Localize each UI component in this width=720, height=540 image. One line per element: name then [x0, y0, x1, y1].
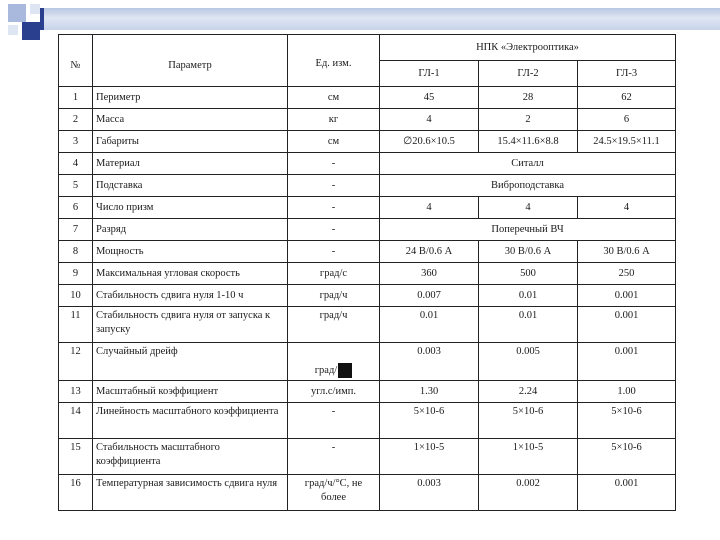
row-parameter: Стабильность сдвига нуля от запуска к запуску: [93, 307, 288, 343]
row-value-merged: Поперечный ВЧ: [380, 219, 676, 241]
row-unit: -: [288, 153, 380, 175]
row-number: 6: [59, 197, 93, 219]
table-row: [59, 381, 676, 403]
row-value-gl3: 0.001: [578, 307, 676, 343]
row-parameter: Случайный дрейф: [93, 343, 288, 381]
header-parameter: Параметр: [93, 35, 288, 87]
row-value-gl1: 5×10-6: [380, 403, 479, 439]
row-value-gl1: ∅20.6×10.5: [380, 131, 479, 153]
row-value-gl3: 0.001: [578, 475, 676, 511]
row-parameter: Стабильность сдвига нуля 1-10 ч: [93, 285, 288, 307]
row-unit: -: [288, 197, 380, 219]
row-value-merged: Виброподставка: [380, 175, 676, 197]
row-value-gl3: 6: [578, 109, 676, 131]
decor-square-3: [8, 25, 18, 35]
row-unit: -: [288, 241, 380, 263]
row-value-gl1: 24 В/0.6 А: [380, 241, 479, 263]
table-row: [59, 87, 676, 109]
row-parameter: Разряд: [93, 219, 288, 241]
row-unit: град/с: [288, 263, 380, 285]
row-value-gl2: 0.01: [479, 307, 578, 343]
row-number: 16: [59, 475, 93, 511]
row-value-gl2: 30 В/0.6 А: [479, 241, 578, 263]
row-unit: град/ч: [288, 307, 380, 343]
row-value-gl1: 0.003: [380, 343, 479, 381]
row-unit: кг: [288, 109, 380, 131]
row-unit-cell: [288, 343, 380, 381]
row-parameter: Масштабный коэффициент: [93, 381, 288, 403]
row-parameter: Линейность масштабного коэффициента: [93, 403, 288, 439]
header-model-1: ГЛ-1: [380, 61, 479, 87]
row-value-gl1: 4: [380, 109, 479, 131]
decor-square-5: [40, 8, 44, 30]
row-number: 14: [59, 403, 93, 439]
header-group: НПК «Электрооптика»: [380, 35, 676, 61]
header-model-3: ГЛ-3: [578, 61, 676, 87]
row-value-gl2: 2: [479, 109, 578, 131]
table-row: [59, 109, 676, 131]
row-value-gl3: 4: [578, 197, 676, 219]
table-row: [59, 439, 676, 475]
row-parameter: Стабильность масштабного коэффициента: [93, 439, 288, 475]
table-row: [59, 403, 676, 439]
row-unit: см: [288, 87, 380, 109]
row-parameter: Габариты: [93, 131, 288, 153]
table-row: [59, 263, 676, 285]
row-value-gl3: 0.001: [578, 343, 676, 381]
header-unit: Ед. изм.: [288, 35, 380, 87]
table-row: [59, 175, 676, 197]
row-number: 7: [59, 219, 93, 241]
row-value-gl3: 5×10-6: [578, 403, 676, 439]
row-number: 13: [59, 381, 93, 403]
header-bar: [44, 8, 720, 30]
row-value-gl3: 5×10-6: [578, 439, 676, 475]
row-value-gl2: 0.01: [479, 285, 578, 307]
row-number: 9: [59, 263, 93, 285]
row-number: 10: [59, 285, 93, 307]
row-unit: -: [288, 219, 380, 241]
row-number: 4: [59, 153, 93, 175]
row-value-gl1: 0.003: [380, 475, 479, 511]
row-unit: град/ч: [288, 285, 380, 307]
row-unit: град/: [314, 364, 338, 376]
row-parameter: Температурная зависимость сдвига нуля: [93, 475, 288, 511]
decor-square-2: [30, 4, 40, 14]
row-unit: -: [288, 403, 380, 439]
row-number: 11: [59, 307, 93, 343]
row-value-gl2: 28: [479, 87, 578, 109]
table-row: [59, 153, 676, 175]
row-value-gl3: 0.001: [578, 285, 676, 307]
table-row: [59, 343, 676, 381]
row-value-gl3: 250: [578, 263, 676, 285]
row-value-gl3: 30 В/0.6 А: [578, 241, 676, 263]
table-row: [59, 197, 676, 219]
table-row: [59, 475, 676, 511]
table-row: [59, 285, 676, 307]
row-value-gl2: 0.005: [479, 343, 578, 381]
row-value-gl3: 24.5×19.5×11.1: [578, 131, 676, 153]
row-parameter: Периметр: [93, 87, 288, 109]
header-row-1: [59, 35, 676, 61]
row-value-gl2: 0.002: [479, 475, 578, 511]
row-number: 15: [59, 439, 93, 475]
row-parameter: Масса: [93, 109, 288, 131]
row-parameter: Подставка: [93, 175, 288, 197]
row-value-gl2: 2.24: [479, 381, 578, 403]
row-value-gl2: 4: [479, 197, 578, 219]
row-unit: см: [288, 131, 380, 153]
row-value-gl2: 1×10-5: [479, 439, 578, 475]
row-value-gl1: 0.007: [380, 285, 479, 307]
row-unit: угл.с/имп.: [288, 381, 380, 403]
row-number: 1: [59, 87, 93, 109]
row-parameter: Мощность: [93, 241, 288, 263]
row-value-merged: Ситалл: [380, 153, 676, 175]
row-unit: -: [288, 439, 380, 475]
row-number: 8: [59, 241, 93, 263]
row-unit: град/ч/°С, не более: [288, 475, 380, 511]
header-model-2: ГЛ-2: [479, 61, 578, 87]
row-value-gl2: 5×10-6: [479, 403, 578, 439]
table-row: [59, 307, 676, 343]
table-row: [59, 131, 676, 153]
table-row: [59, 241, 676, 263]
decor-square-4: [22, 22, 40, 40]
specs-table: [58, 34, 676, 511]
row-value-gl1: 45: [380, 87, 479, 109]
row-parameter: Максимальная угловая скорость: [93, 263, 288, 285]
row-parameter: Материал: [93, 153, 288, 175]
row-value-gl3: 62: [578, 87, 676, 109]
row-number: 12: [59, 343, 93, 381]
row-value-gl3: 1.00: [578, 381, 676, 403]
row-number: 2: [59, 109, 93, 131]
row-value-gl1: 1.30: [380, 381, 479, 403]
row-value-gl1: 1×10-5: [380, 439, 479, 475]
row-parameter: Число призм: [93, 197, 288, 219]
table-row: [59, 219, 676, 241]
row-value-gl1: 0.01: [380, 307, 479, 343]
row-unit: -: [288, 175, 380, 197]
row-number: 3: [59, 131, 93, 153]
row-value-gl1: 4: [380, 197, 479, 219]
header-number: №: [59, 35, 93, 87]
row-value-gl2: 15.4×11.6×8.8: [479, 131, 578, 153]
decor-square-1: [8, 4, 26, 22]
row-value-gl2: 500: [479, 263, 578, 285]
redacted-unit-glyph: [338, 363, 352, 378]
row-value-gl1: 360: [380, 263, 479, 285]
row-number: 5: [59, 175, 93, 197]
